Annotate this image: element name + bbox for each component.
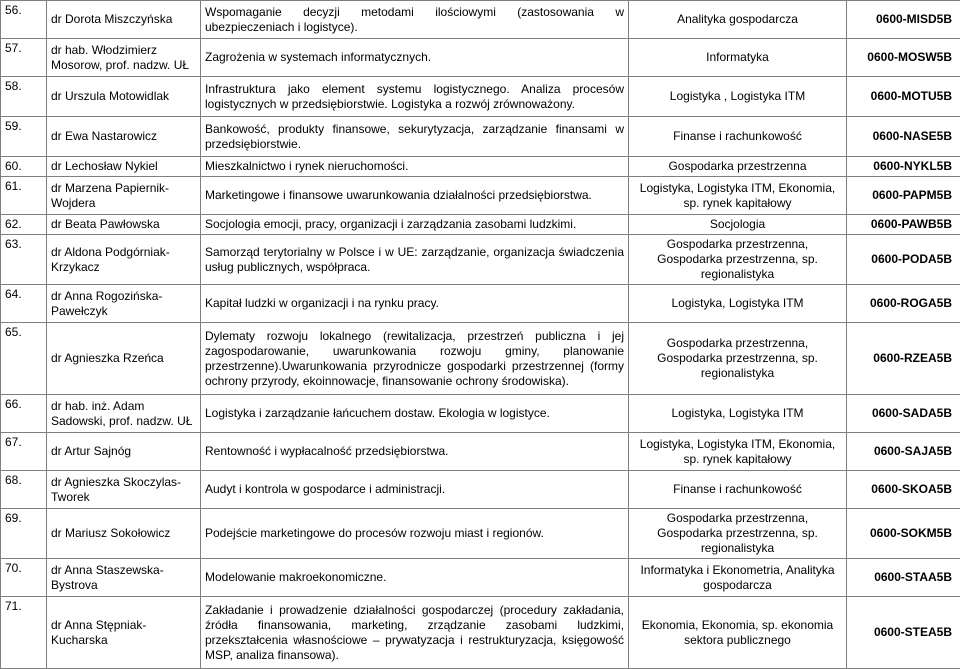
table-row bbox=[1, 117, 960, 157]
row-number: 58. bbox=[1, 77, 47, 117]
supervisor-name: dr Dorota Miszczyńska bbox=[47, 1, 201, 39]
row-number: 59. bbox=[1, 117, 47, 157]
row-number: 69. bbox=[1, 509, 47, 559]
table-row bbox=[1, 323, 960, 395]
topic-description: Audyt i kontrola w gospodarce i administracji. bbox=[201, 471, 629, 509]
topic-description: Podejście marketingowe do procesów rozwoju miast i regionów. bbox=[201, 509, 629, 559]
field-of-study: Logistyka, Logistyka ITM, Ekonomia, sp. rynek kapitałowy bbox=[629, 433, 847, 471]
row-number: 62. bbox=[1, 215, 47, 235]
course-code: 0600-MOSW5B bbox=[847, 39, 960, 77]
topic-description: Bankowość, produkty finansowe, sekurytyzacja, zarządzanie finansami w przedsiębiorstwie. bbox=[201, 117, 629, 157]
supervisor-name: dr Marzena Papiernik-Wojdera bbox=[47, 177, 201, 215]
course-code: 0600-SOKM5B bbox=[847, 509, 960, 559]
row-number: 71. bbox=[1, 597, 47, 669]
row-number: 65. bbox=[1, 323, 47, 395]
row-number: 68. bbox=[1, 471, 47, 509]
table-row bbox=[1, 235, 960, 285]
field-of-study: Informatyka i Ekonometria, Analityka gospodarcza bbox=[629, 559, 847, 597]
table-row bbox=[1, 39, 960, 77]
field-of-study: Logistyka, Logistyka ITM bbox=[629, 395, 847, 433]
supervisor-name: dr Anna Rogozińska-Pawełczyk bbox=[47, 285, 201, 323]
field-of-study: Ekonomia, Ekonomia, sp. ekonomia sektora publicznego bbox=[629, 597, 847, 669]
field-of-study: Logistyka, Logistyka ITM bbox=[629, 285, 847, 323]
supervisor-name: dr Mariusz Sokołowicz bbox=[47, 509, 201, 559]
course-code: 0600-NASE5B bbox=[847, 117, 960, 157]
course-code: 0600-PAPM5B bbox=[847, 177, 960, 215]
course-code: 0600-PAWB5B bbox=[847, 215, 960, 235]
field-of-study: Gospodarka przestrzenna, Gospodarka przestrzenna, sp. regionalistyka bbox=[629, 323, 847, 395]
course-code: 0600-MOTU5B bbox=[847, 77, 960, 117]
row-number: 70. bbox=[1, 559, 47, 597]
table-row bbox=[1, 433, 960, 471]
field-of-study: Informatyka bbox=[629, 39, 847, 77]
topic-description: Logistyka i zarządzanie łańcuchem dostaw. Ekologia w logistyce. bbox=[201, 395, 629, 433]
table-row bbox=[1, 471, 960, 509]
course-code: 0600-SADA5B bbox=[847, 395, 960, 433]
field-of-study: Gospodarka przestrzenna, Gospodarka przestrzenna, sp. regionalistyka bbox=[629, 235, 847, 285]
topic-description: Mieszkalnictwo i rynek nieruchomości. bbox=[201, 157, 629, 177]
field-of-study: Logistyka, Logistyka ITM, Ekonomia, sp. rynek kapitałowy bbox=[629, 177, 847, 215]
table-row bbox=[1, 285, 960, 323]
table-row bbox=[1, 509, 960, 559]
topic-description: Zagrożenia w systemach informatycznych. bbox=[201, 39, 629, 77]
field-of-study: Finanse i rachunkowość bbox=[629, 471, 847, 509]
course-code: 0600-NYKL5B bbox=[847, 157, 960, 177]
topic-description: Kapitał ludzki w organizacji i na rynku pracy. bbox=[201, 285, 629, 323]
supervisor-name: dr Anna Stępniak-Kucharska bbox=[47, 597, 201, 669]
table-row bbox=[1, 157, 960, 177]
row-number: 66. bbox=[1, 395, 47, 433]
table-row bbox=[1, 597, 960, 669]
supervisor-name: dr Urszula Motowidlak bbox=[47, 77, 201, 117]
topic-description: Modelowanie makroekonomiczne. bbox=[201, 559, 629, 597]
topic-description: Samorząd terytorialny w Polsce i w UE: zarządzanie, organizacja świadczenia usług publicznych, współpraca. bbox=[201, 235, 629, 285]
row-number: 67. bbox=[1, 433, 47, 471]
table-row bbox=[1, 1, 960, 39]
topic-description: Zakładanie i prowadzenie działalności gospodarczej (procedury zakładania, źródła finansowania, marketing, zrządzanie zasobami ludzkimi, przekształcenia własnościowe – prywatyzacja i restrukturyzacja, księgowość MSP, analiza finansowa). bbox=[201, 597, 629, 669]
course-code: 0600-PODA5B bbox=[847, 235, 960, 285]
topic-description: Infrastruktura jako element systemu logistycznego. Analiza procesów logistycznych w przedsiębiorstwie. Logistyka a rozwój zrównoważony. bbox=[201, 77, 629, 117]
row-number: 56. bbox=[1, 1, 47, 39]
course-code: 0600-RZEA5B bbox=[847, 323, 960, 395]
course-code: 0600-SKOA5B bbox=[847, 471, 960, 509]
supervisor-name: dr hab. Włodzimierz Mosorow, prof. nadzw. UŁ bbox=[47, 39, 201, 77]
field-of-study: Socjologia bbox=[629, 215, 847, 235]
table-row bbox=[1, 395, 960, 433]
course-code: 0600-STEA5B bbox=[847, 597, 960, 669]
course-code: 0600-STAA5B bbox=[847, 559, 960, 597]
table-body bbox=[1, 1, 960, 669]
field-of-study: Gospodarka przestrzenna bbox=[629, 157, 847, 177]
field-of-study: Logistyka , Logistyka ITM bbox=[629, 77, 847, 117]
field-of-study: Finanse i rachunkowość bbox=[629, 117, 847, 157]
table-row bbox=[1, 215, 960, 235]
table-row bbox=[1, 177, 960, 215]
supervisor-name: dr Aldona Podgórniak-Krzykacz bbox=[47, 235, 201, 285]
field-of-study: Gospodarka przestrzenna, Gospodarka przestrzenna, sp. regionalistyka bbox=[629, 509, 847, 559]
row-number: 63. bbox=[1, 235, 47, 285]
topic-description: Wspomaganie decyzji metodami ilościowymi (zastosowania w ubezpieczeniach i logistyce). bbox=[201, 1, 629, 39]
row-number: 61. bbox=[1, 177, 47, 215]
supervisor-name: dr Agnieszka Skoczylas-Tworek bbox=[47, 471, 201, 509]
topic-description: Marketingowe i finansowe uwarunkowania działalności przedsiębiorstwa. bbox=[201, 177, 629, 215]
row-number: 64. bbox=[1, 285, 47, 323]
row-number: 60. bbox=[1, 157, 47, 177]
course-code: 0600-ROGA5B bbox=[847, 285, 960, 323]
supervisor-name: dr hab. inż. Adam Sadowski, prof. nadzw. UŁ bbox=[47, 395, 201, 433]
supervisor-name: dr Ewa Nastarowicz bbox=[47, 117, 201, 157]
supervisor-name: dr Agnieszka Rzeńca bbox=[47, 323, 201, 395]
topic-description: Rentowność i wypłacalność przedsiębiorstwa. bbox=[201, 433, 629, 471]
topic-description: Socjologia emocji, pracy, organizacji i zarządzania zasobami ludzkimi. bbox=[201, 215, 629, 235]
row-number: 57. bbox=[1, 39, 47, 77]
topic-description: Dylematy rozwoju lokalnego (rewitalizacja, przestrzeń publiczna i jej zagospodarowanie, uwarunkowania rozwoju gminy, planowanie przestrzenne).Uwarunkowania przyrodnicze gospodarki przestrzennej (formy ochrony przyrody, ekoinnowacje, finansowanie ochrony środowiska). bbox=[201, 323, 629, 395]
table-row bbox=[1, 77, 960, 117]
supervisor-name: dr Beata Pawłowska bbox=[47, 215, 201, 235]
field-of-study: Analityka gospodarcza bbox=[629, 1, 847, 39]
table-row bbox=[1, 559, 960, 597]
course-code: 0600-SAJA5B bbox=[847, 433, 960, 471]
supervisor-name: dr Anna Staszewska-Bystrova bbox=[47, 559, 201, 597]
course-code: 0600-MISD5B bbox=[847, 1, 960, 39]
supervisor-name: dr Artur Sajnóg bbox=[47, 433, 201, 471]
supervisor-name: dr Lechosław Nykiel bbox=[47, 157, 201, 177]
